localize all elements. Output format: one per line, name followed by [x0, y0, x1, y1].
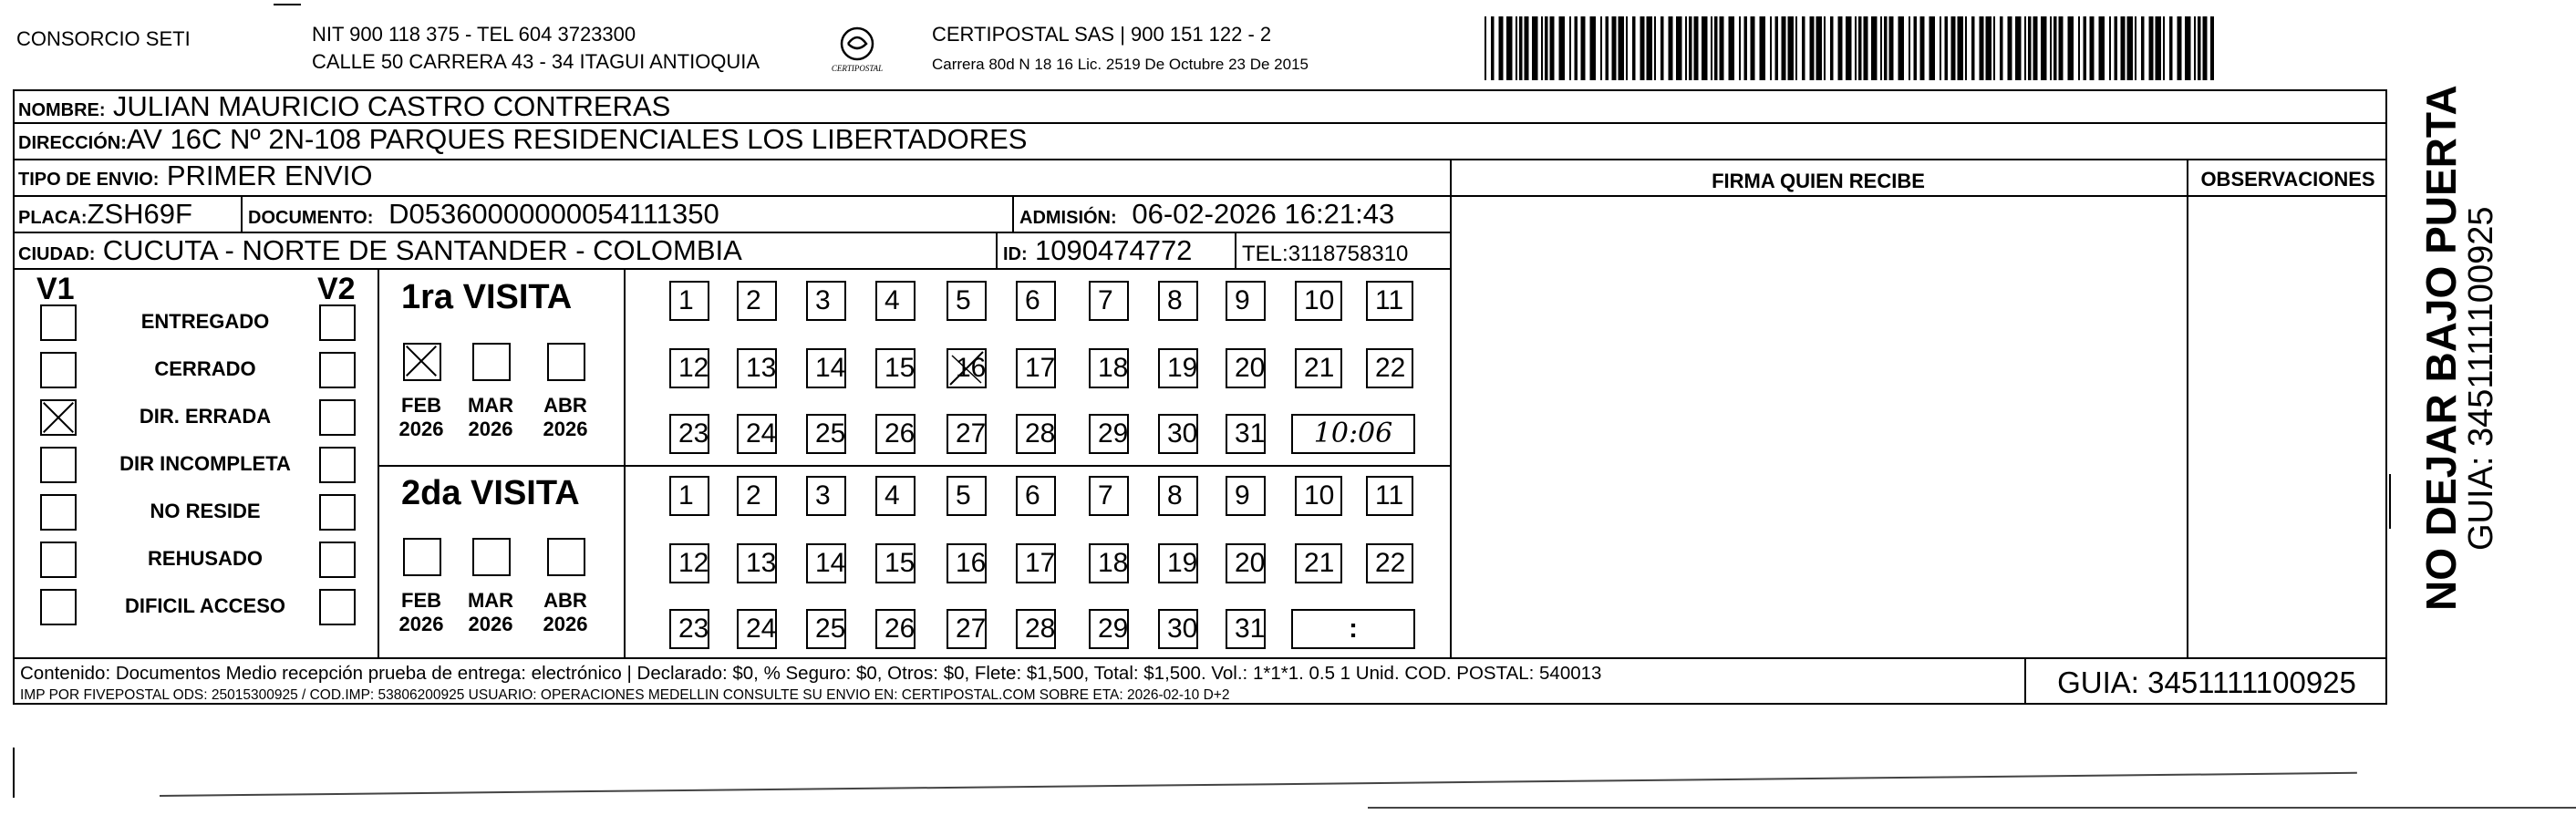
- barcode-bar: [2149, 16, 2154, 80]
- status-reason-label: DIFICIL ACCESO: [124, 594, 285, 617]
- barcode-bar: [1898, 16, 1905, 80]
- barcode-bar: [1824, 16, 1826, 80]
- barcode-bar: [1559, 16, 1566, 80]
- month-label: ABR 2026: [543, 394, 588, 440]
- month-label: FEB 2026: [398, 589, 444, 635]
- day-box[interactable]: 4: [875, 281, 916, 321]
- barcode-bar: [1590, 16, 1597, 80]
- month-checkbox[interactable]: [547, 343, 585, 381]
- v1-checkbox[interactable]: [40, 542, 77, 578]
- day-box[interactable]: 24: [737, 414, 777, 454]
- direccion-row: DIRECCIÓN:AV 16C Nº 2N-108 PARQUES RESIDENCIALES LOS LIBERTADORES: [13, 124, 2387, 160]
- barcode-bar: [1940, 16, 1941, 80]
- day-box[interactable]: 17: [1016, 543, 1056, 583]
- day-box-marked[interactable]: 16: [947, 348, 987, 388]
- day-box[interactable]: 18: [1089, 348, 1129, 388]
- day-box[interactable]: 11: [1366, 476, 1413, 516]
- day-box[interactable]: 17: [1016, 348, 1056, 388]
- status-reason-label: DIR. ERRADA: [139, 405, 272, 428]
- day-box[interactable]: 2: [737, 476, 777, 516]
- observaciones-label: OBSERVACIONES: [2200, 168, 2375, 191]
- barcode-bar: [1751, 16, 1755, 80]
- day-box[interactable]: 25: [806, 414, 846, 454]
- barcode-bar: [1971, 16, 1975, 80]
- barcode-bar: [2109, 16, 2111, 80]
- barcode-bar: [1846, 16, 1852, 80]
- barcode-bar: [1640, 16, 1645, 80]
- barcode-bar: [1676, 16, 1682, 80]
- day-box[interactable]: 8: [1158, 476, 1198, 516]
- barcode-bar: [2033, 16, 2038, 80]
- day-box[interactable]: 31: [1226, 609, 1266, 649]
- barcode-bar: [1685, 16, 1687, 80]
- carrier-license: Carrera 80d N 18 16 Lic. 2519 De Octubre 23 De 2015: [932, 56, 1309, 73]
- barcode-bar: [2163, 16, 2165, 80]
- time-box[interactable]: :: [1291, 609, 1415, 649]
- v2-checkbox[interactable]: [319, 494, 356, 531]
- barcode-bar: [2115, 16, 2118, 80]
- barcode-bar: [1499, 16, 1504, 80]
- barcode: [1485, 16, 2214, 80]
- nit-line: NIT 900 118 375 - TEL 604 3723300: [312, 23, 636, 46]
- header-mark: [274, 4, 301, 5]
- barcode-bar: [1491, 16, 1495, 80]
- day-box[interactable]: 10: [1295, 281, 1342, 321]
- barcode-bar: [2185, 16, 2191, 80]
- barcode-bar: [1516, 16, 1517, 80]
- barcode-bar: [1485, 16, 1486, 80]
- firma-label: FIRMA QUIEN RECIBE: [1712, 170, 1925, 192]
- v2-label: V2: [317, 272, 356, 306]
- day-box[interactable]: 29: [1089, 414, 1129, 454]
- day-box[interactable]: 27: [947, 414, 987, 454]
- barcode-bar: [1632, 16, 1636, 80]
- barcode-bar: [1545, 16, 1548, 80]
- barcode-bar: [2059, 16, 2064, 80]
- barcode-bar: [1525, 16, 1529, 80]
- contenido-line: Contenido: Documentos Medio recepción prueba de entrega: electrónico | Declarado: $0, % Seguro: $0, Otros: $0, Flete: $1,500, Total: $1,500. Vol.: 1*1*1. 0.5 1 Unid. COD. POSTAL: 540013: [20, 663, 1602, 684]
- day-box[interactable]: 10: [1295, 476, 1342, 516]
- barcode-bar: [1550, 16, 1555, 80]
- barcode-bar: [1569, 16, 1571, 80]
- day-box[interactable]: 7: [1089, 476, 1129, 516]
- barcode-bar: [1986, 16, 1992, 80]
- barcode-bar: [1914, 16, 1918, 80]
- day-box[interactable]: 4: [875, 476, 916, 516]
- barcode-bar: [1945, 16, 1949, 80]
- status-reason-label: NO RESIDE: [150, 500, 261, 522]
- barcode-bar: [1729, 16, 1735, 80]
- v2-checkbox[interactable]: [319, 399, 356, 436]
- barcode-bar: [1880, 16, 1882, 80]
- v1-checkbox[interactable]: [40, 304, 77, 341]
- barcode-bar: [1694, 16, 1699, 80]
- barcode-bar: [1965, 16, 1967, 80]
- barcode-bar: [1626, 16, 1628, 80]
- recipient-address: AV 16C Nº 2N-108 PARQUES RESIDENCIALES LOS LIBERTADORES: [126, 124, 1028, 155]
- barcode-bar: [1884, 16, 1888, 80]
- barcode-bar: [1541, 16, 1543, 80]
- v2-checkbox[interactable]: [319, 304, 356, 341]
- day-box[interactable]: 23: [669, 414, 709, 454]
- first-visit-title: 1ra VISITA: [401, 278, 573, 316]
- barcode-bar: [1830, 16, 1834, 80]
- barcode-bar: [1795, 16, 1797, 80]
- barcode-bar: [1929, 16, 1936, 80]
- month-checkbox[interactable]: [472, 343, 511, 381]
- barcode-bar: [1993, 16, 1995, 80]
- v2-checkbox[interactable]: [319, 447, 356, 483]
- status-reason-label: ENTREGADO: [140, 310, 270, 333]
- barcode-bar: [2068, 16, 2074, 80]
- month-label: FEB 2026: [398, 394, 444, 440]
- month-checkbox[interactable]: [403, 538, 441, 576]
- day-box[interactable]: 16: [947, 543, 987, 583]
- barcode-bar: [2015, 16, 2022, 80]
- barcode-bar: [1714, 16, 1718, 80]
- barcode-bar: [2178, 16, 2182, 80]
- day-box[interactable]: 23: [669, 609, 709, 649]
- day-box[interactable]: 21: [1295, 348, 1342, 388]
- barcode-bar: [2169, 16, 2173, 80]
- barcode-bar: [1816, 16, 1823, 80]
- barcode-bar: [2127, 16, 2134, 80]
- barcode-bar: [2203, 16, 2208, 80]
- v1-label: V1: [36, 272, 75, 306]
- carrier-line: CERTIPOSTAL SAS | 900 151 122 - 2: [932, 23, 1272, 46]
- day-box[interactable]: 19: [1158, 348, 1198, 388]
- barcode-bar: [2121, 16, 2126, 80]
- day-box[interactable]: 15: [875, 543, 916, 583]
- ciudad-row: CIUDAD: CUCUTA - NORTE DE SANTANDER - COLOMBIA ID: 1090474772 TEL:3118758310: [13, 233, 1450, 270]
- recipient-name: JULIAN MAURICIO CASTRO CONTRERAS: [112, 91, 671, 122]
- day-box[interactable]: 19: [1158, 543, 1198, 583]
- day-box[interactable]: 1: [669, 476, 709, 516]
- barcode-bar: [1600, 16, 1602, 80]
- barcode-bar: [2156, 16, 2162, 80]
- barcode-bar: [1506, 16, 1513, 80]
- v1-checkbox[interactable]: [40, 589, 77, 625]
- barcode-bar: [1711, 16, 1712, 80]
- time-written[interactable]: 10:06: [1291, 414, 1415, 454]
- certipostal-logo: [821, 24, 894, 78]
- barcode-bar: [1760, 16, 1766, 80]
- day-box[interactable]: 31: [1226, 414, 1266, 454]
- barcode-bar: [1802, 16, 1805, 80]
- barcode-bar: [1782, 16, 1786, 80]
- day-box[interactable]: 30: [1158, 609, 1198, 649]
- status-reason-label: REHUSADO: [148, 547, 263, 570]
- barcode-bar: [1864, 16, 1868, 80]
- barcode-bar: [1647, 16, 1653, 80]
- barcode-bar: [2099, 16, 2105, 80]
- barcode-bar: [1889, 16, 1894, 80]
- barcode-bar: [2078, 16, 2080, 80]
- barcode-bar: [1871, 16, 1878, 80]
- barcode-bar: [2050, 16, 2052, 80]
- logo-text: CERTIPOSTAL: [831, 64, 884, 73]
- status-reason-label: DIR INCOMPLETA: [119, 452, 291, 475]
- barcode-bar: [2024, 16, 2026, 80]
- day-box[interactable]: 13: [737, 543, 777, 583]
- month-label: MAR 2026: [467, 394, 514, 440]
- barcode-bar: [2090, 16, 2095, 80]
- v1-checkbox[interactable]: [40, 352, 77, 388]
- barcode-bar: [1720, 16, 1724, 80]
- day-box[interactable]: 12: [669, 543, 709, 583]
- day-box[interactable]: 30: [1158, 414, 1198, 454]
- day-box[interactable]: 15: [875, 348, 916, 388]
- month-checkbox[interactable]: [403, 343, 441, 381]
- day-box[interactable]: 2: [737, 281, 777, 321]
- day-box[interactable]: 1: [669, 281, 709, 321]
- day-box[interactable]: 13: [737, 348, 777, 388]
- barcode-bar: [1581, 16, 1586, 80]
- day-box[interactable]: 20: [1226, 543, 1266, 583]
- barcode-bar: [1575, 16, 1578, 80]
- day-box[interactable]: 12: [669, 348, 709, 388]
- status-reason-label: CERRADO: [154, 357, 256, 380]
- day-box[interactable]: 14: [806, 543, 846, 583]
- barcode-bar: [2041, 16, 2047, 80]
- v2-checkbox[interactable]: [319, 589, 356, 625]
- barcode-bar: [1744, 16, 1748, 80]
- day-box[interactable]: 22: [1366, 543, 1413, 583]
- barcode-bar: [1660, 16, 1664, 80]
- day-box[interactable]: 11: [1366, 281, 1413, 321]
- day-box[interactable]: 28: [1016, 609, 1056, 649]
- admision-value: 06-02-2026 16:21:43: [1132, 198, 1395, 230]
- barcode-bar: [1920, 16, 1925, 80]
- v1-checkbox[interactable]: [40, 447, 77, 483]
- barcode-bar: [2028, 16, 2032, 80]
- day-box[interactable]: 9: [1226, 281, 1266, 321]
- barcode-bar: [2008, 16, 2012, 80]
- month-checkbox[interactable]: [547, 538, 585, 576]
- barcode-bar: [1532, 16, 1538, 80]
- v2-checkbox[interactable]: [319, 542, 356, 578]
- shipment-type: PRIMER ENVIO: [166, 160, 373, 191]
- barcode-bar: [1838, 16, 1843, 80]
- barcode-bar: [2194, 16, 2196, 80]
- barcode-bar: [1669, 16, 1673, 80]
- barcode-bar: [1770, 16, 1772, 80]
- day-box[interactable]: 6: [1016, 281, 1056, 321]
- barcode-bar: [1951, 16, 1956, 80]
- barcode-bar: [1775, 16, 1779, 80]
- day-box[interactable]: 18: [1089, 543, 1129, 583]
- footer-guia: GUIA: 3451111100925: [2057, 665, 2356, 699]
- placa-value: ZSH69F: [87, 198, 192, 230]
- city-value: CUCUTA - NORTE DE SANTANDER - COLOMBIA: [102, 234, 742, 266]
- nombre-row: NOMBRE: JULIAN MAURICIO CASTRO CONTRERAS: [13, 91, 2387, 124]
- barcode-bar: [2198, 16, 2201, 80]
- v2-checkbox[interactable]: [319, 352, 356, 388]
- day-box[interactable]: 5: [947, 476, 987, 516]
- day-box[interactable]: 29: [1089, 609, 1129, 649]
- day-box[interactable]: 27: [947, 609, 987, 649]
- month-label: MAR 2026: [467, 589, 514, 635]
- second-visit-title: 2da VISITA: [401, 474, 580, 512]
- barcode-bar: [1619, 16, 1625, 80]
- barcode-bar: [1958, 16, 1964, 80]
- v1-checkbox[interactable]: [40, 399, 77, 436]
- barcode-bar: [1654, 16, 1656, 80]
- day-box[interactable]: 24: [737, 609, 777, 649]
- day-box[interactable]: 5: [947, 281, 987, 321]
- no-dejar-text: NO DEJAR BAJO PUERTA: [2417, 85, 2465, 611]
- side-guia: GUIA: 3451111100925: [2462, 206, 2500, 551]
- day-box[interactable]: 26: [875, 609, 916, 649]
- barcode-bar: [2210, 16, 2214, 80]
- barcode-bar: [1519, 16, 1523, 80]
- tel-value: 3118758310: [1288, 242, 1409, 266]
- day-box[interactable]: 22: [1366, 348, 1413, 388]
- day-box[interactable]: 6: [1016, 476, 1056, 516]
- barcode-bar: [2054, 16, 2057, 80]
- placa-row: PLACA:ZSH69F DOCUMENTO: D05360000000054111350 ADMISIÓN: 06-02-2026 16:21:43: [13, 197, 1450, 233]
- month-checkbox[interactable]: [472, 538, 511, 576]
- barcode-bar: [1612, 16, 1617, 80]
- barcode-bar: [1689, 16, 1692, 80]
- document-value: D05360000000054111350: [388, 198, 719, 230]
- imp-line: IMP POR FIVEPOSTAL ODS: 25015300925 / COD.IMP: 53806200925 USUARIO: OPERACIONES MEDELLIN CONSULTE SU ENVIO EN: CERTIPOSTAL.COM SOBRE ETA: 2026-02-10 D+2: [20, 687, 1230, 703]
- barcode-bar: [1858, 16, 1862, 80]
- v1-checkbox[interactable]: [40, 494, 77, 531]
- barcode-bar: [2135, 16, 2136, 80]
- day-box[interactable]: 9: [1226, 476, 1266, 516]
- day-box[interactable]: 14: [806, 348, 846, 388]
- address-line: CALLE 50 CARRERA 43 - 34 ITAGUI ANTIOQUIA: [312, 50, 760, 73]
- day-box[interactable]: 25: [806, 609, 846, 649]
- barcode-bar: [1702, 16, 1708, 80]
- barcode-bar: [1980, 16, 1984, 80]
- barcode-bar: [2141, 16, 2145, 80]
- month-label: ABR 2026: [543, 589, 588, 635]
- barcode-bar: [1606, 16, 1609, 80]
- barcode-bar: [1788, 16, 1795, 80]
- day-box[interactable]: 3: [806, 281, 846, 321]
- barcode-bar: [1855, 16, 1857, 80]
- day-box[interactable]: 20: [1226, 348, 1266, 388]
- barcode-bar: [1909, 16, 1910, 80]
- barcode-bar: [1810, 16, 1815, 80]
- day-box[interactable]: 21: [1295, 543, 1342, 583]
- id-value: 1090474772: [1035, 234, 1193, 266]
- barcode-bar: [2084, 16, 2087, 80]
- day-box[interactable]: 8: [1158, 281, 1198, 321]
- company-name: CONSORCIO SETI: [16, 27, 191, 50]
- day-box[interactable]: 26: [875, 414, 916, 454]
- barcode-bar: [2000, 16, 2003, 80]
- day-box[interactable]: 7: [1089, 281, 1129, 321]
- tipo-row: TIPO DE ENVIO: PRIMER ENVIO: [13, 160, 1450, 197]
- barcode-bar: [1739, 16, 1741, 80]
- day-box[interactable]: 28: [1016, 414, 1056, 454]
- day-box[interactable]: 3: [806, 476, 846, 516]
